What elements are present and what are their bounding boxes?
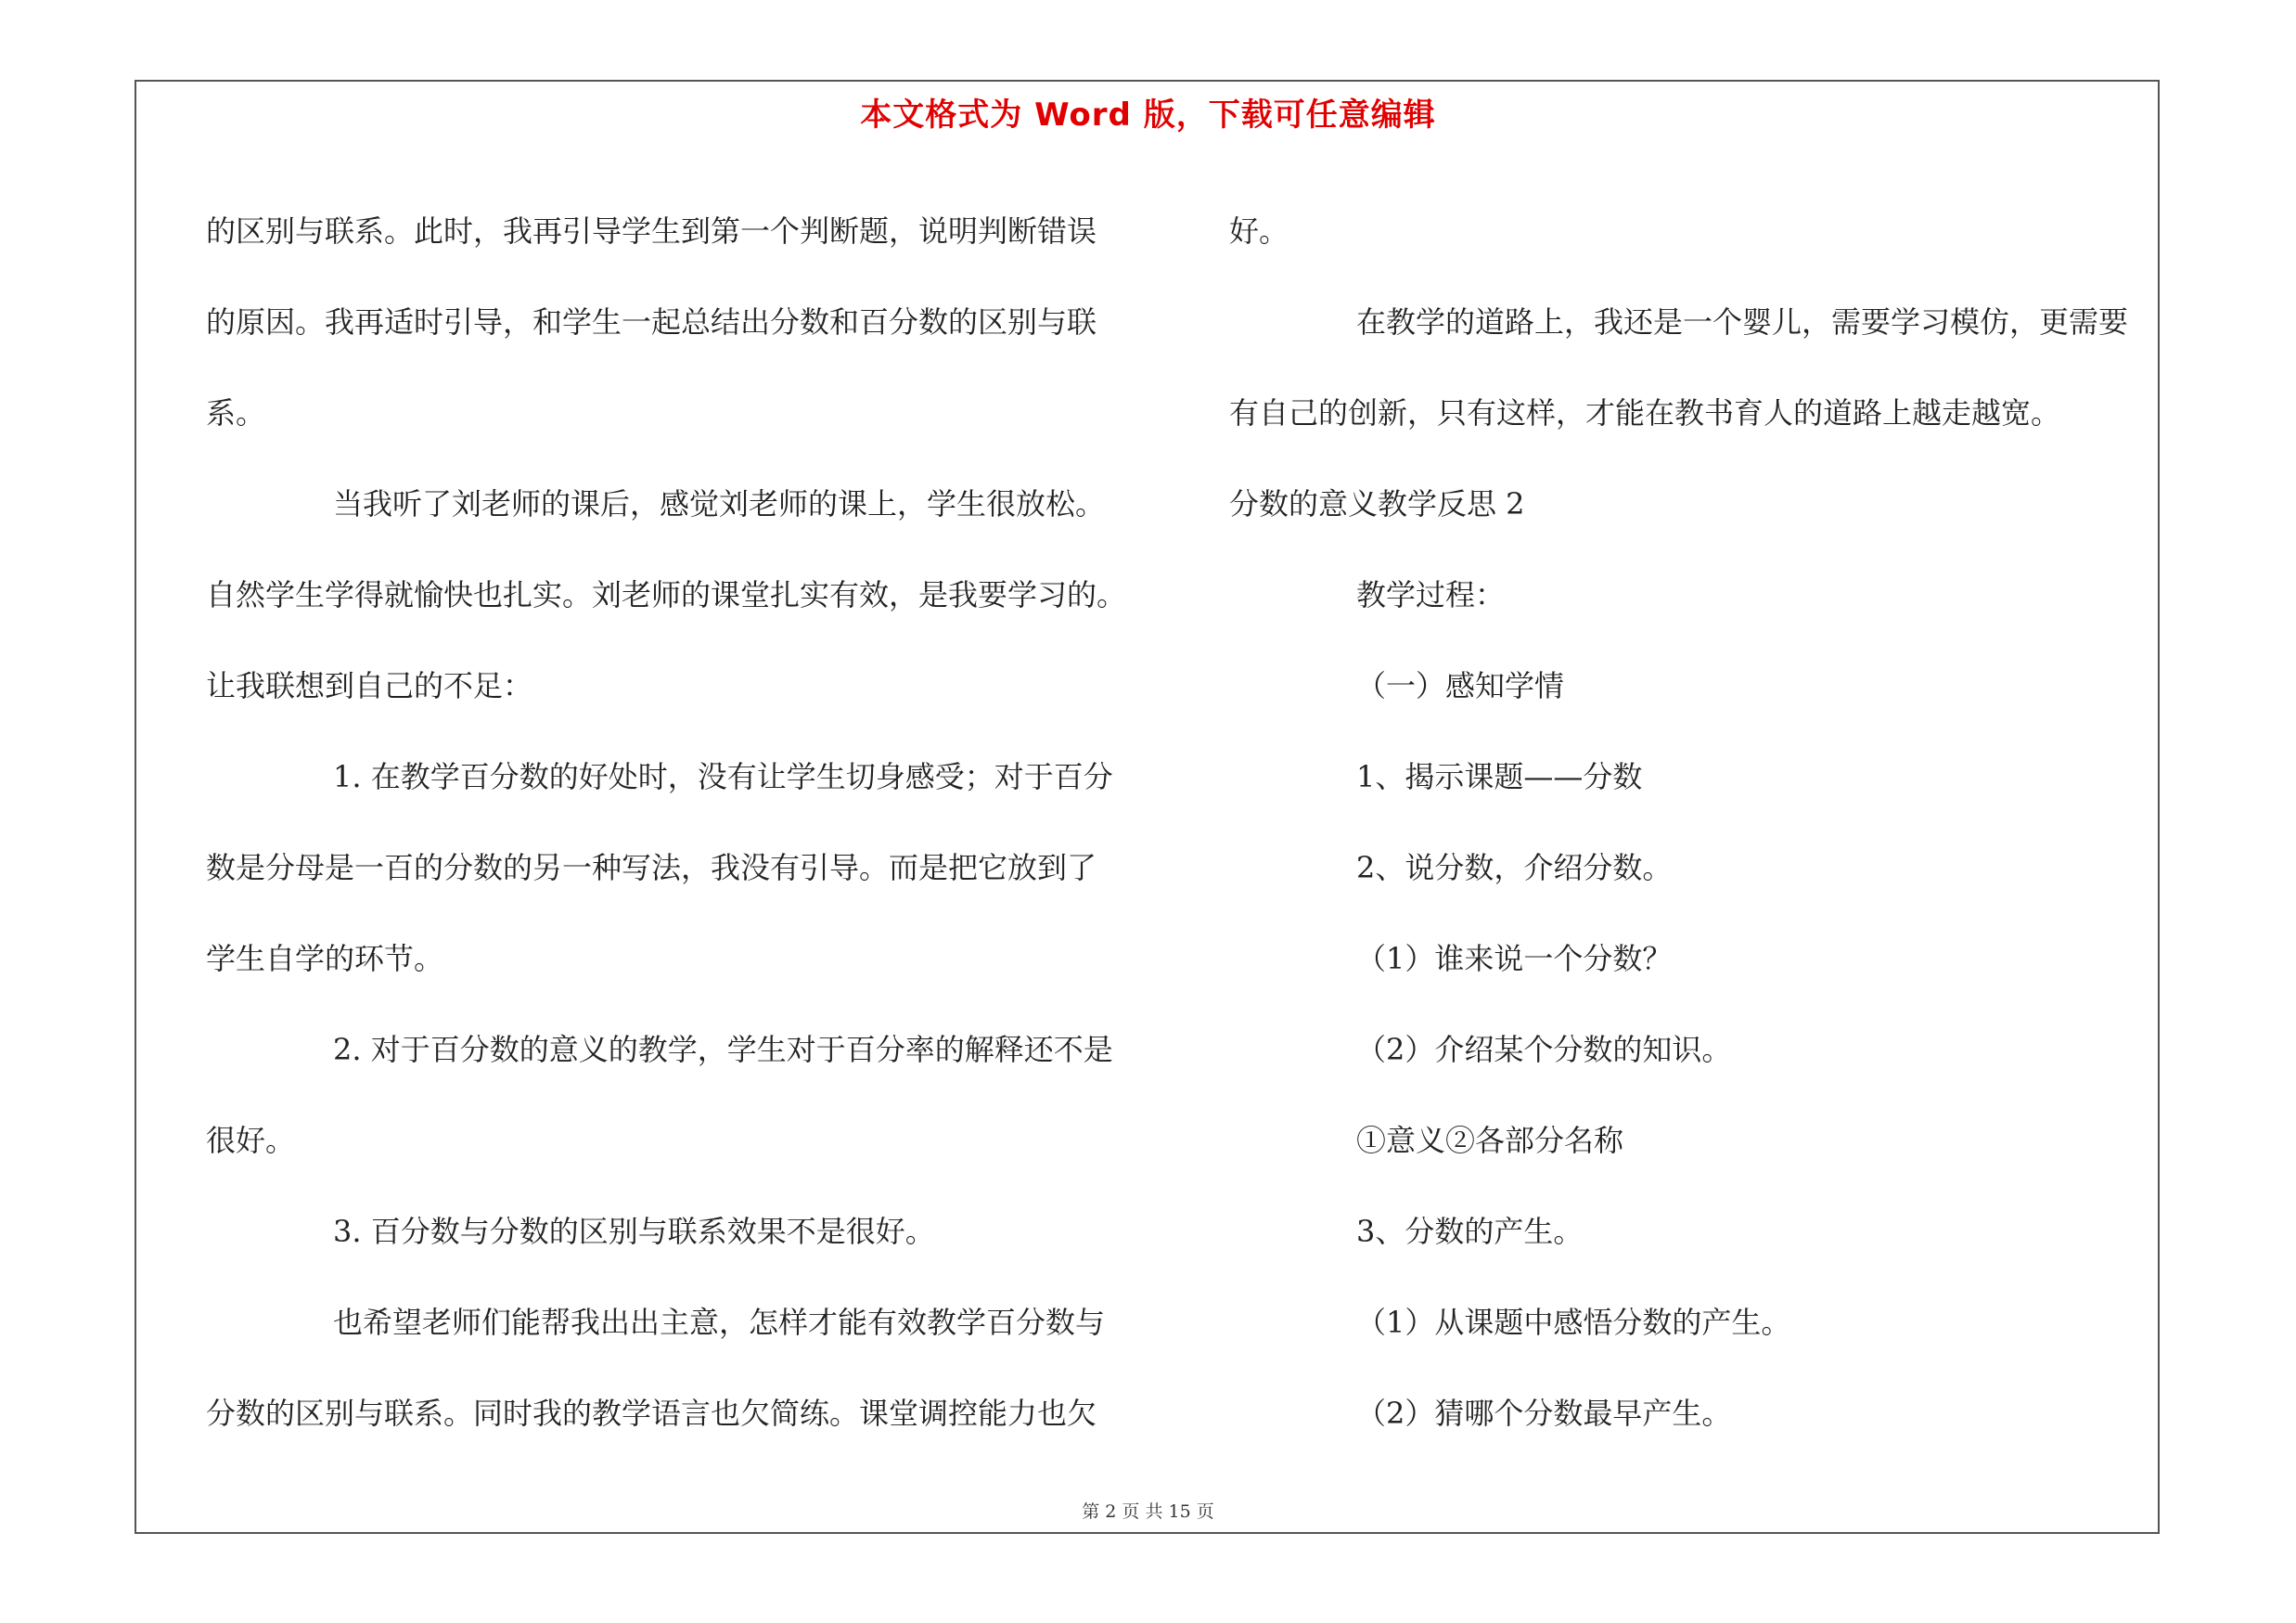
- paragraph-line: 的区别与联系。此时，我再引导学生到第一个判断题，说明判断错误: [206, 213, 1097, 249]
- list-item: （一）感知学情: [1356, 668, 1565, 703]
- list-item: （2）猜哪个分数最早产生。: [1356, 1396, 1732, 1431]
- paragraph-line: 1. 在教学百分数的好处时，没有让学生切身感受；对于百分: [333, 759, 1113, 794]
- right-text-column: [1229, 186, 2157, 1459]
- list-item: （1）谁来说一个分数？: [1356, 941, 1673, 976]
- paragraph-line: 分数的区别与联系。同时我的教学语言也欠简练。课堂调控能力也欠: [206, 1396, 1097, 1431]
- paragraph-line: 好。: [1229, 213, 1289, 249]
- paragraph-line: 的原因。我再适时引导，和学生一起总结出分数和百分数的区别与联: [206, 304, 1097, 340]
- section-heading: 分数的意义教学反思 2: [1229, 486, 1525, 522]
- list-item: ①意义②各部分名称: [1356, 1123, 1624, 1158]
- left-text-column: [206, 186, 1134, 1459]
- paragraph-line: 在教学的道路上，我还是一个婴儿，需要学习模仿，更需要: [1356, 304, 2129, 340]
- list-item: （2）介绍某个分数的知识。: [1356, 1032, 1732, 1067]
- paragraph-line: 当我听了刘老师的课后，感觉刘老师的课上，学生很放松。: [333, 486, 1106, 522]
- paragraph-line: 自然学生学得就愉快也扎实。刘老师的课堂扎实有效，是我要学习的。: [206, 577, 1127, 612]
- paragraph-line: 让我联想到自己的不足：: [206, 668, 533, 703]
- list-item: 3、分数的产生。: [1356, 1214, 1584, 1249]
- paragraph-line: 有自己的创新，只有这样，才能在教书育人的道路上越走越宽。: [1229, 395, 2061, 431]
- paragraph-line: 也希望老师们能帮我出出主意，怎样才能有效教学百分数与: [333, 1305, 1106, 1340]
- list-item: （1）从课题中感悟分数的产生。: [1356, 1305, 1791, 1340]
- paragraph-line: 教学过程：: [1356, 577, 1506, 612]
- list-item: 1、揭示课题——分数: [1356, 759, 1643, 794]
- format-banner: 本文格式为 Word 版，下载可任意编辑: [860, 97, 1436, 134]
- page-number: 第 2 页 共 15 页: [1082, 1501, 1214, 1522]
- paragraph-line: 2. 对于百分数的意义的教学，学生对于百分率的解释还不是: [333, 1032, 1113, 1067]
- list-item: 2、说分数，介绍分数。: [1356, 850, 1673, 885]
- paragraph-line: 系。: [206, 395, 266, 431]
- paragraph-line: 学生自学的环节。: [206, 941, 444, 976]
- paragraph-line: 3. 百分数与分数的区别与联系效果不是很好。: [333, 1214, 935, 1249]
- paragraph-line: 数是分母是一百的分数的另一种写法，我没有引导。而是把它放到了: [206, 850, 1097, 885]
- paragraph-line: 很好。: [206, 1123, 296, 1158]
